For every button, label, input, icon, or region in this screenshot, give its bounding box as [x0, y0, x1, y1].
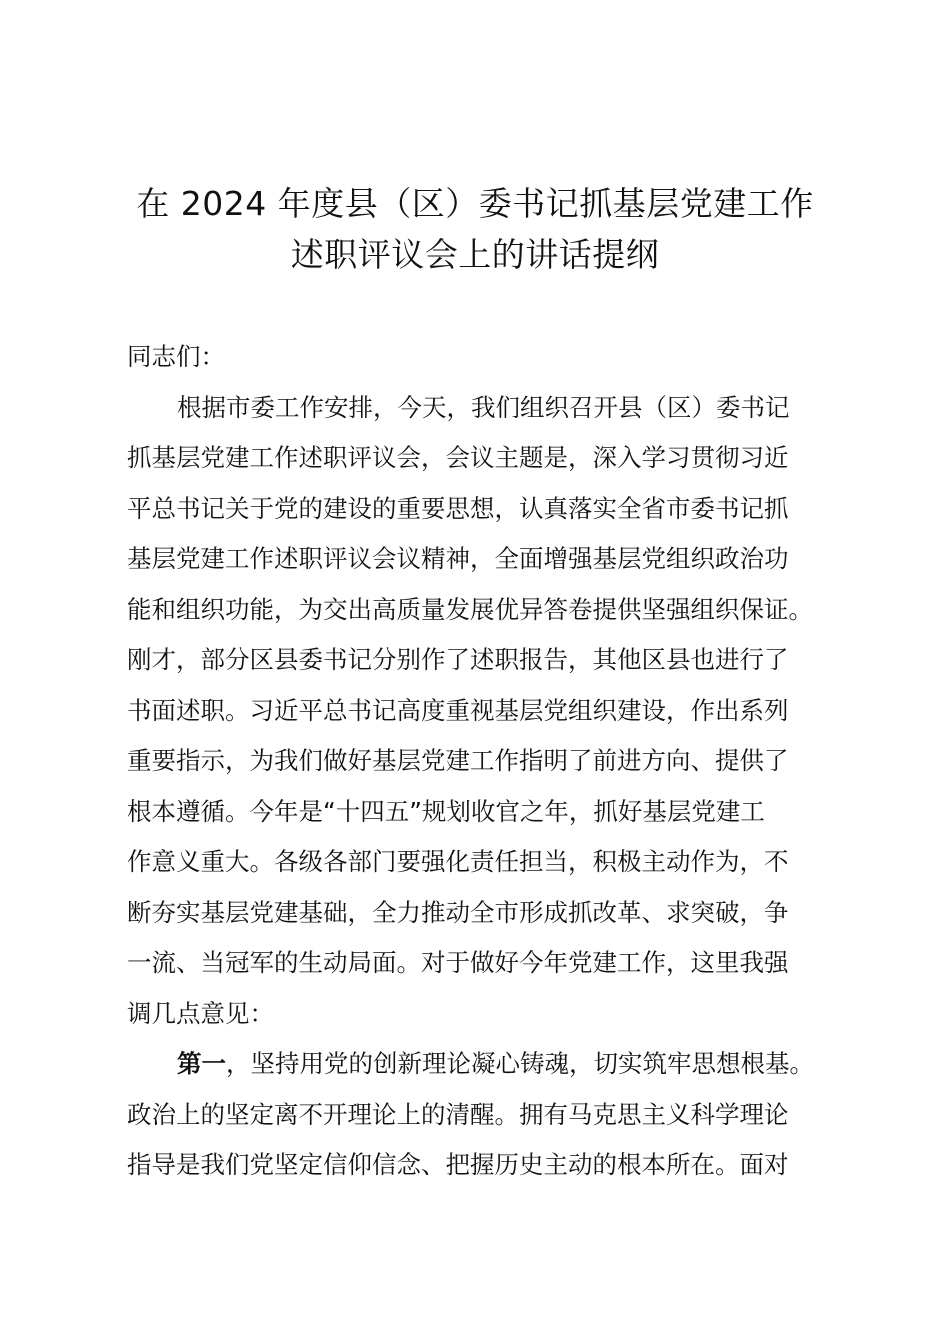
paragraph-2-line-1 — [127, 1039, 837, 1090]
document-body — [127, 332, 837, 1191]
paragraph-1-line-13: 调几点意见： — [127, 998, 274, 1028]
salutation: 同志们： — [127, 342, 225, 371]
paragraph-1-line-5: 能和组织功能，为交出高质量发展优异答卷提供坚强组织保证。 — [127, 594, 813, 624]
paragraph-1-line-2: 抓基层党建工作述职评议会，会议主题是，深入学习贯彻习近 — [127, 443, 789, 472]
paragraph-1-line-11: 断夯实基层党建基础，全力推动全市形成抓改革、求突破，争 — [127, 897, 789, 927]
paragraph-2-heading: ，坚持用党的创新理论凝心铸魂，切实筑牢思想根基。 — [226, 1049, 814, 1078]
title-line-2: 述职评议会上的讲话提纲 — [290, 235, 660, 274]
paragraph-1-line-12: 一流、当冠军的生动局面。对于做好今年党建工作，这里我强 — [127, 948, 789, 977]
paragraph-1-line-3: 平总书记关于党的建设的重要思想，认真落实全省市委书记抓 — [127, 493, 789, 523]
paragraph-1-line-4: 基层党建工作述职评议会议精神，全面增强基层党组织政治功 — [127, 544, 789, 573]
paragraph-1-line-10: 作意义重大。各级各部门要强化责任担当，积极主动作为，不 — [127, 847, 789, 876]
paragraph-1-line-8: 重要指示，为我们做好基层党建工作指明了前进方向、提供了 — [127, 746, 789, 775]
paragraph-2-lead: 第一 — [177, 1049, 226, 1078]
paragraph-1-line-1: 根据市委工作安排，今天，我们组织召开县（区）委书记 — [177, 392, 790, 422]
paragraph-2-line-3: 指导是我们党坚定信仰信念、把握历史主动的根本所在。面对 — [127, 1150, 789, 1179]
paragraph-1-line-6: 刚才，部分区县委书记分别作了述职报告，其他区县也进行了 — [127, 645, 789, 674]
paragraph-1-line-9: 根本遵循。今年是“十四五”规划收官之年，抓好基层党建工 — [127, 796, 765, 826]
document-title — [100, 178, 850, 280]
paragraph-2-line-2: 政治上的坚定离不开理论上的清醒。拥有马克思主义科学理论 — [127, 1099, 789, 1129]
paragraph-1-line-7: 书面述职。习近平总书记高度重视基层党组织建设，作出系列 — [127, 695, 789, 725]
title-line-1: 在 2024 年度县（区）委书记抓基层党建工作 — [136, 184, 814, 223]
